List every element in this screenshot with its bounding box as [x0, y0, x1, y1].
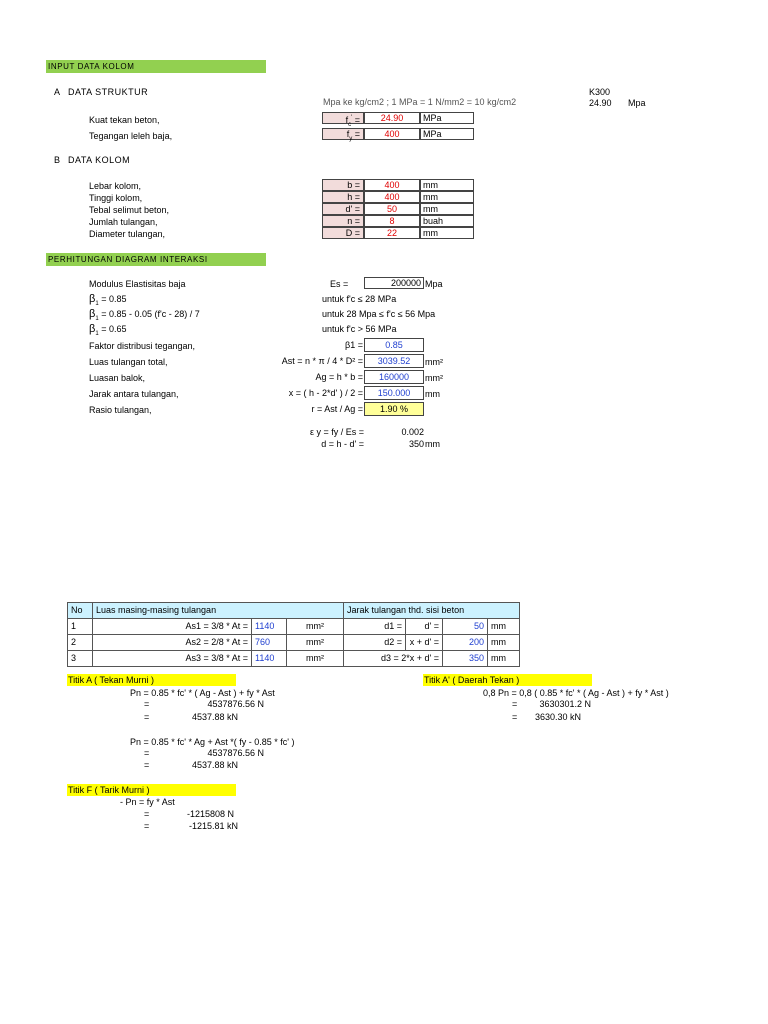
titik-f-v2: -1215.81 kN [188, 821, 238, 831]
titik-a2-formula: 0,8 Pn = 0,8 ( 0.85 * fc' * ( Ag - Ast ) + fy * Ast ) [483, 688, 669, 698]
row-unit: mm² [287, 619, 344, 635]
beta1-b: $\beta_1 = 0.85 - 0.05$ (f'c - 28) / 7 [89, 308, 200, 322]
fy-value[interactable]: 400 [364, 128, 420, 140]
calc-value-4: 1.90 % [364, 402, 424, 416]
k-value: 24.90 [589, 98, 612, 108]
kolom-value-0[interactable]: 400 [364, 179, 420, 191]
calc-formula-3: x = ( h - 2*d' ) / 2 = [288, 388, 363, 398]
kolom-unit-4: mm [420, 227, 474, 239]
es-unit: Mpa [425, 279, 443, 289]
kolom-sym-4: D = [322, 227, 364, 239]
beta1-a-cond: untuk f'c ≤ 28 MPa [322, 294, 397, 304]
row-junit: mm [488, 619, 520, 635]
section-a-letter: A [54, 87, 61, 97]
section-b-title: DATA KOLOM [68, 155, 131, 165]
calc-desc-4: Rasio tulangan, [89, 405, 152, 415]
fy-desc: Tegangan leleh baja, [89, 131, 173, 141]
titik-a2-eq-1: = [512, 699, 518, 709]
row-value: 1140 [252, 619, 287, 635]
titik-a2-title: Titik A' ( Daerah Tekan ) [423, 674, 592, 686]
calc-formula-0: β1 = [345, 340, 363, 350]
row-junit: mm [488, 635, 520, 651]
calc-unit-2: mm² [425, 373, 443, 383]
titik-a-eq-1: = [144, 699, 150, 709]
d-unit: mm [425, 439, 440, 449]
fc-value[interactable]: 24.90 [364, 112, 420, 124]
tulangan-table [67, 602, 520, 667]
k-grade: K300 [589, 87, 611, 97]
row-jformula: d2 = [344, 635, 406, 651]
fc-label: $f_c'$ = [322, 112, 364, 124]
row-formula: As1 = 3/8 * At = [93, 619, 252, 635]
row-jformula: d3 = 2*x + d' = [344, 651, 443, 667]
kolom-unit-2: mm [420, 203, 474, 215]
titik-a2-v2: 3630.30 kN [534, 712, 581, 722]
header-jarak: Jarak tulangan thd. sisi beton [344, 603, 520, 619]
kolom-desc-1: Tinggi kolom, [89, 193, 143, 203]
calc-desc-3: Jarak antara tulangan, [89, 389, 179, 399]
row-no: 2 [68, 635, 93, 651]
calc-formula-4: r = Ast / Ag = [311, 404, 363, 414]
table-header-row [68, 603, 520, 619]
kolom-value-4[interactable]: 22 [364, 227, 420, 239]
titik-a-title: Titik A ( Tekan Murni ) [67, 674, 236, 686]
fc-unit: MPa [420, 112, 474, 124]
kolom-sym-3: n = [322, 215, 364, 227]
section-a-title: DATA STRUKTUR [68, 87, 149, 97]
calc-unit-3: mm [425, 389, 440, 399]
titik-f-v1: -1215808 N [186, 809, 234, 819]
kolom-desc-0: Lebar kolom, [89, 181, 142, 191]
es-label: Es = [330, 279, 349, 289]
d-label: d = h - d' = [321, 439, 364, 449]
fc-desc: Kuat tekan beton, [89, 115, 160, 125]
kolom-value-1[interactable]: 400 [364, 191, 420, 203]
titik-a-eq-4: = [144, 760, 150, 770]
row-jvalue: 200 [443, 635, 488, 651]
calc-value-1: 3039.52 [364, 354, 424, 368]
row-jformula: d1 = [344, 619, 406, 635]
row-jvalue: 350 [443, 651, 488, 667]
ey-value: 0.002 [401, 427, 424, 437]
titik-a2-v1: 3630301.2 N [539, 699, 591, 709]
k-unit: Mpa [628, 98, 646, 108]
row-unit: mm² [287, 651, 344, 667]
row-value: 760 [252, 635, 287, 651]
titik-a-v2: 4537.88 kN [191, 712, 238, 722]
calc-desc-0: Faktor distribusi tegangan, [89, 341, 196, 351]
titik-f-title: Titik F ( Tarik Murni ) [67, 784, 236, 796]
kolom-unit-3: buah [420, 215, 474, 227]
calc-formula-1: Ast = n * π / 4 * D² = [281, 356, 363, 366]
beta1-c-cond: untuk f'c > 56 MPa [322, 324, 397, 334]
row-formula: As3 = 3/8 * At = [93, 651, 252, 667]
perhitungan-header: PERHITUNGAN DIAGRAM INTERAKSI [46, 253, 266, 266]
calc-unit-1: mm² [425, 357, 443, 367]
beta1-b-cond: untuk 28 Mpa ≤ f'c ≤ 56 Mpa [322, 309, 436, 319]
beta1-c: $\beta_1 = 0.65$ [89, 323, 127, 337]
calc-desc-1: Luas tulangan total, [89, 357, 168, 367]
row-junit: mm [488, 651, 520, 667]
kolom-unit-1: mm [420, 191, 474, 203]
calc-value-0: 0.85 [364, 338, 424, 352]
calc-formula-2: Ag = h * b = [315, 372, 363, 382]
section-b-letter: B [54, 155, 61, 165]
kolom-sym-2: d' = [322, 203, 364, 215]
d-value: 350 [408, 439, 424, 449]
kolom-unit-0: mm [420, 179, 474, 191]
es-value[interactable]: 200000 [364, 277, 424, 289]
row-no: 3 [68, 651, 93, 667]
row-value: 1140 [252, 651, 287, 667]
titik-f-formula: - Pn = fy * Ast [120, 797, 175, 807]
kolom-desc-4: Diameter tulangan, [89, 229, 166, 239]
table-row [68, 619, 520, 635]
row-jvalue: 50 [443, 619, 488, 635]
conversion-note: Mpa ke kg/cm2 ; 1 MPa = 1 N/mm2 = 10 kg/cm2 [323, 97, 517, 107]
row-jeq: x + d' = [406, 635, 443, 651]
titik-a2-eq-2: = [512, 712, 518, 722]
kolom-value-2[interactable]: 50 [364, 203, 420, 215]
row-unit: mm² [287, 635, 344, 651]
kolom-desc-3: Jumlah tulangan, [89, 217, 158, 227]
kolom-sym-1: h = [322, 191, 364, 203]
input-data-header: INPUT DATA KOLOM [46, 60, 266, 73]
header-luas: Luas masing-masing tulangan [93, 603, 344, 619]
titik-f-eq-1: = [144, 809, 150, 819]
row-no: 1 [68, 619, 93, 635]
titik-a-eq-2: = [144, 712, 150, 722]
fy-unit: MPa [420, 128, 474, 140]
titik-a-formula-1: Pn = 0.85 * fc' * ( Ag - Ast ) + fy * Ast [130, 688, 275, 698]
table-row [68, 635, 520, 651]
kolom-sym-0: b = [322, 179, 364, 191]
fy-label: $f_y$ = [322, 128, 364, 140]
titik-a-eq-3: = [144, 748, 150, 758]
titik-a-formula-2: Pn = 0.85 * fc' * Ag + Ast *( fy - 0.85 * fc' ) [130, 737, 295, 747]
table-row [68, 651, 520, 667]
kolom-desc-2: Tebal selimut beton, [89, 205, 170, 215]
calc-value-3: 150.000 [364, 386, 424, 400]
kolom-value-3[interactable]: 8 [364, 215, 420, 227]
row-formula: As2 = 2/8 * At = [93, 635, 252, 651]
titik-a-v4: 4537.88 kN [191, 760, 238, 770]
row-jeq: d' = [406, 619, 443, 635]
titik-a-v1: 4537876.56 N [207, 699, 264, 709]
calc-value-2: 160000 [364, 370, 424, 384]
titik-f-eq-2: = [144, 821, 150, 831]
header-no: No [68, 603, 93, 619]
modulus-label: Modulus Elastisitas baja [89, 279, 186, 289]
ey-label: ε y = fy / Es = [309, 427, 364, 437]
titik-a-v3: 4537876.56 N [207, 748, 264, 758]
beta1-a: $\beta_1 = 0.85$ [89, 293, 127, 307]
calc-desc-2: Luasan balok, [89, 373, 146, 383]
